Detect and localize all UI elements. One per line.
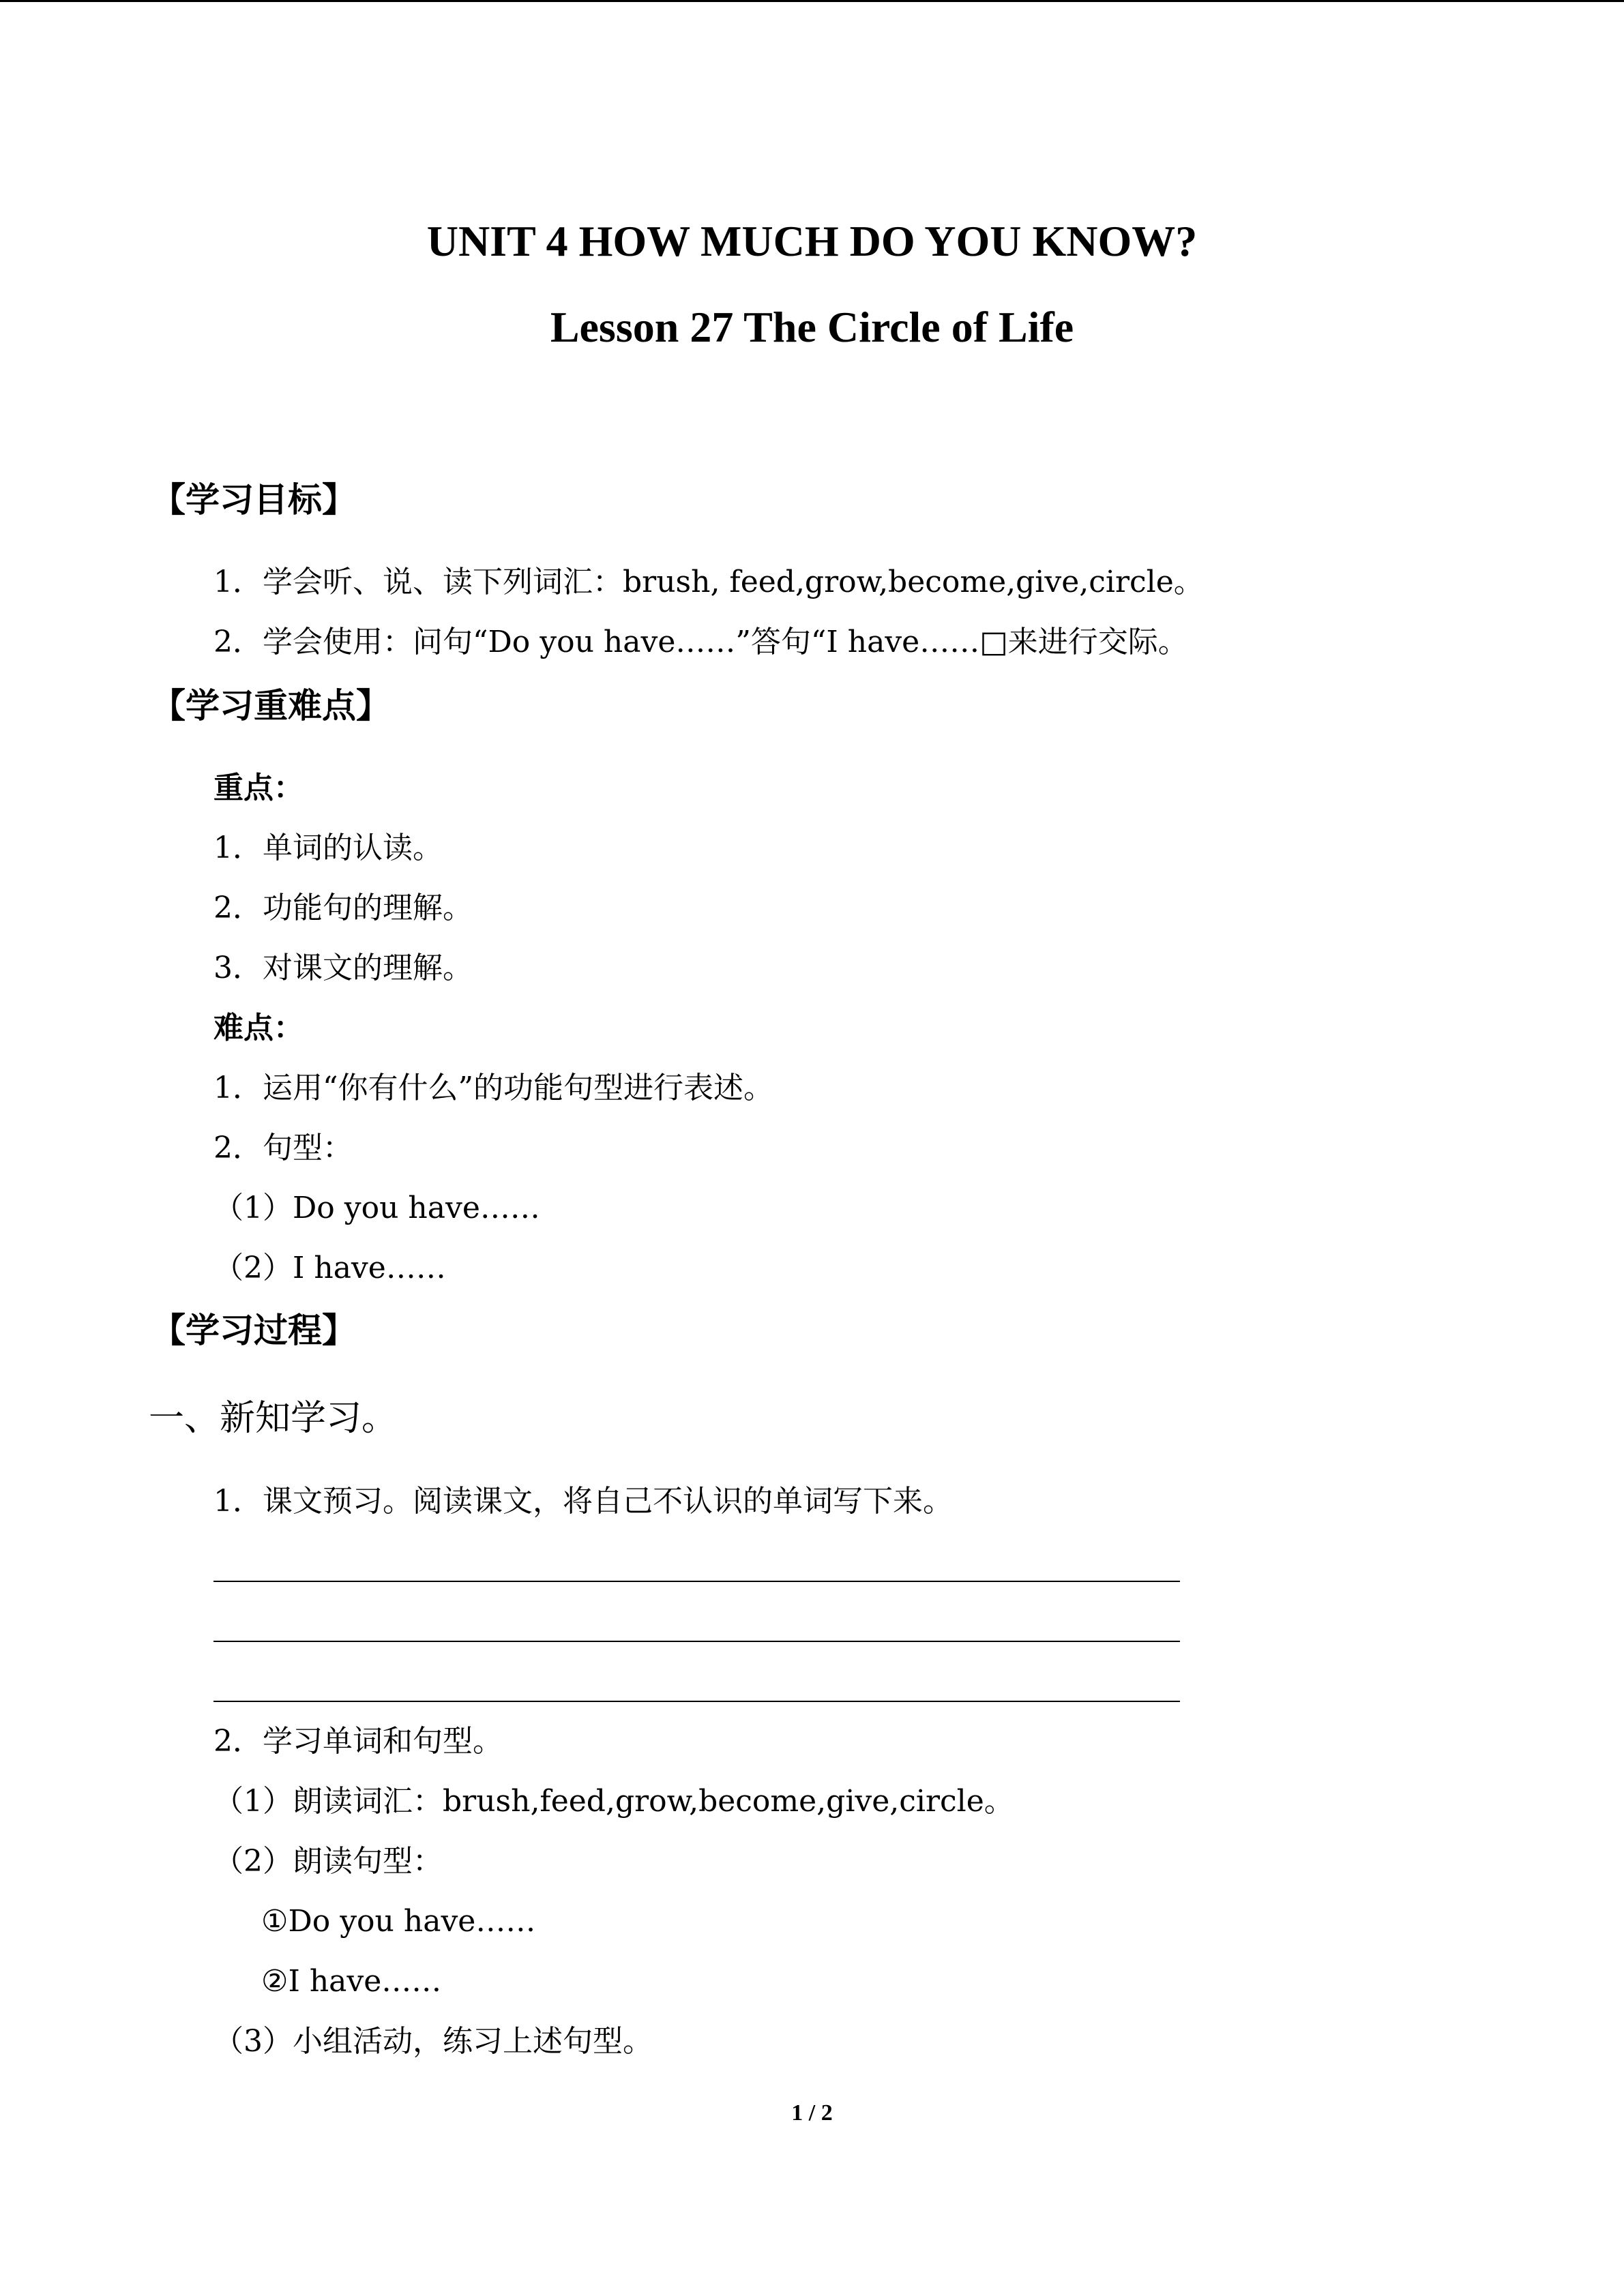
focus-label: 重点： bbox=[213, 771, 304, 805]
step-two-item-5: （3）小组活动，练习上述句型。 bbox=[213, 2024, 653, 2059]
key-points-heading: 【学习重难点】 bbox=[151, 686, 390, 726]
answer-line-3[interactable] bbox=[213, 1701, 1180, 1702]
objective-item-1: 1．学会听、说、读下列词汇：brush, feed,grow,become,give,circle。 bbox=[213, 565, 1204, 599]
answer-line-2[interactable] bbox=[213, 1641, 1180, 1642]
focus-item-2: 2．功能句的理解。 bbox=[213, 891, 473, 925]
step-two-text: 2．学习单词和句型。 bbox=[213, 1724, 503, 1759]
difficulty-item-2: 2．句型： bbox=[213, 1131, 353, 1165]
difficulty-item-3: （1）Do you have…… bbox=[213, 1191, 540, 1225]
top-border-rule bbox=[0, 0, 1624, 2]
step-two-item-4: ②I have…… bbox=[261, 1964, 442, 1999]
difficulty-item-4: （2）I have…… bbox=[213, 1251, 446, 1285]
objectives-heading: 【学习目标】 bbox=[151, 480, 356, 520]
answer-line-1[interactable] bbox=[213, 1581, 1180, 1582]
step-one-text: 1．课文预习。阅读课文，将自己不认识的单词写下来。 bbox=[213, 1484, 953, 1519]
step-two-item-1: （1）朗读词汇：brush,feed,grow,become,give,circle。 bbox=[213, 1784, 1014, 1819]
difficulty-item-1: 1．运用“你有什么”的功能句型进行表述。 bbox=[213, 1071, 773, 1105]
step-two-item-3: ①Do you have…… bbox=[261, 1904, 536, 1939]
objective-item-2: 2．学会使用：问句“Do you have……”答句“I have……□来进行交际。 bbox=[213, 625, 1188, 659]
part-one-heading: 一、新知学习。 bbox=[149, 1398, 398, 1439]
lesson-title: Lesson 27 The Circle of Life bbox=[550, 303, 1074, 351]
focus-item-3: 3．对课文的理解。 bbox=[213, 951, 473, 985]
step-two-item-2: （2）朗读句型： bbox=[213, 1844, 443, 1879]
process-heading: 【学习过程】 bbox=[151, 1311, 356, 1350]
page-number: 1 / 2 bbox=[791, 2100, 833, 2126]
difficulty-label: 难点： bbox=[213, 1011, 304, 1045]
focus-item-1: 1．单词的认读。 bbox=[213, 831, 443, 865]
unit-title: UNIT 4 HOW MUCH DO YOU KNOW? bbox=[426, 217, 1198, 265]
